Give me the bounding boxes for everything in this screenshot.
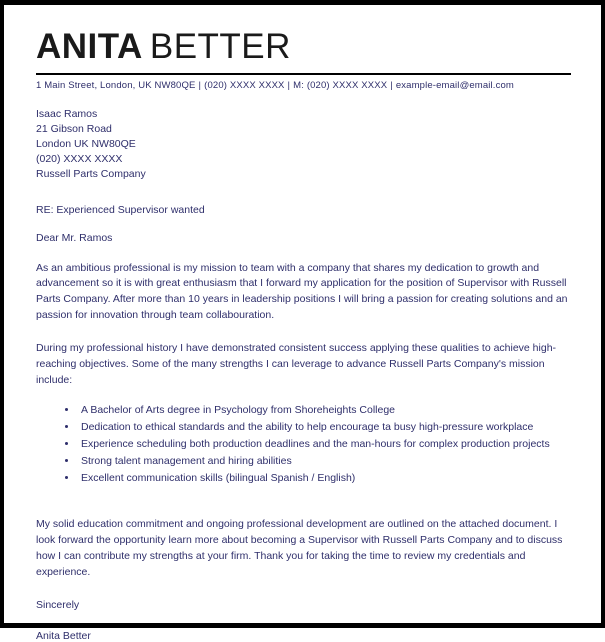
contact-separator-3: |: [390, 80, 393, 91]
letter-signoff: Sincerely: [36, 598, 80, 611]
recipient-phone: (020) XXXX XXXX: [36, 152, 123, 165]
list-item: • Excellent communication skills (bilingual Spanish / English): [78, 471, 571, 487]
letter-subject: RE: Experienced Supervisor wanted: [36, 203, 205, 216]
letter-signature: Anita Better: [36, 629, 91, 642]
recipient-city: London UK NW80QE: [36, 137, 136, 150]
letter-closing-paragraph: My solid education commitment and ongoing professional development are outlined on the attached document. I look forward the opportunity learn more about becoming a Supervisor with Russell Parts Company and to discuss how I can contribute my strengths at your firm. Thank you for taking the time to review my credentials and experience.: [36, 517, 563, 578]
strengths-list: [36, 403, 571, 487]
applicant-first-name: ANITA: [36, 27, 143, 66]
letter-paragraph-2: During my professional history I have demonstrated consistent success applying these qualities to achieve high-reaching objectives. Some of the many strengths I can leverage to advance Russell Parts Company's mission include:: [36, 342, 557, 387]
header-divider: [36, 73, 571, 75]
letterhead: [36, 29, 571, 64]
contact-separator-1: |: [198, 80, 202, 91]
list-item: • Strong talent management and hiring abilities: [78, 454, 571, 470]
list-item: • A Bachelor of Arts degree in Psychology from Shoreheights College: [78, 403, 571, 419]
contact-address: 1 Main Street, London, UK NW80QE: [36, 80, 196, 91]
list-item: • Experience scheduling both production deadlines and the man-hours for complex production projects: [78, 437, 571, 453]
recipient-company: Russell Parts Company: [36, 167, 146, 180]
list-item: • Dedication to ethical standards and the ability to help encourage ta busy high-pressure workplace: [78, 420, 571, 436]
applicant-last-name: BETTER: [149, 27, 291, 66]
contact-email: example-email@email.com: [395, 80, 514, 91]
contact-separator-2: |: [287, 80, 291, 91]
letter-salutation: Dear Mr. Ramos: [36, 231, 113, 244]
recipient-name: Isaac Ramos: [36, 108, 98, 120]
recipient-street: 21 Gibson Road: [36, 122, 112, 135]
contact-phone: (020) XXXX XXXX: [204, 80, 285, 91]
contact-mobile: M: (020) XXXX XXXX: [293, 80, 388, 91]
letter-sheet: [4, 5, 601, 642]
contact-line: [36, 80, 571, 91]
recipient-block: [36, 107, 571, 182]
letter-paragraph-1: As an ambitious professional is my mission to team with a company that shares my dedication to growth and advancement so it is with great enthusiasm that I forward my application for the position of Supervisor with Russell Parts Company. After more than 10 years in leadership positions I will bring a passion for creating solutions and an passion for innovation through team collabouration.: [36, 261, 568, 322]
